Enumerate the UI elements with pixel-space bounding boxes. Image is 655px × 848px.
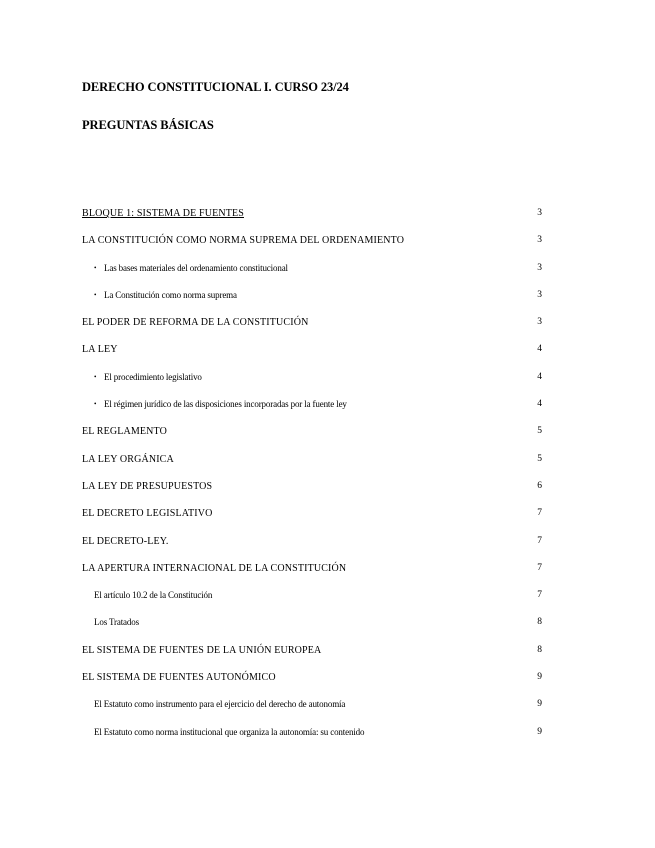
- toc-entry-page-number: 6: [537, 480, 542, 491]
- toc-entry-page-number: 7: [537, 508, 542, 519]
- toc-entry[interactable]: [82, 555, 542, 582]
- toc-entry[interactable]: [82, 391, 542, 418]
- toc-entry[interactable]: [82, 446, 542, 473]
- toc-entry-title: LA CONSTITUCIÓN COMO NORMA SUPREMA DEL ORDENAMIENTO: [82, 235, 405, 247]
- bullet-icon: •: [94, 290, 97, 299]
- toc-entry-title: LA APERTURA INTERNACIONAL DE LA CONSTITUCIÓN: [82, 562, 347, 574]
- toc-entry[interactable]: [82, 691, 542, 718]
- toc-entry-page-number: 7: [537, 562, 542, 573]
- toc-entry[interactable]: [82, 528, 542, 555]
- toc-entry[interactable]: [82, 473, 542, 500]
- toc-entry-page-number: 8: [537, 644, 542, 655]
- toc-entry-page-number: 9: [537, 672, 542, 683]
- toc-entry-title: Los Tratados: [94, 617, 139, 628]
- toc-entry[interactable]: [82, 200, 542, 227]
- document-title: DERECHO CONSTITUCIONAL I. CURSO 23/24: [82, 80, 349, 94]
- toc-entry[interactable]: [82, 282, 542, 309]
- toc-entry[interactable]: [82, 637, 542, 664]
- toc-entry-title: LA LEY DE PRESUPUESTOS: [82, 480, 213, 492]
- toc-entry-page-number: 5: [537, 453, 542, 464]
- toc-entry-page-number: 9: [537, 699, 542, 710]
- toc-entry-title: El régimen jurídico de las disposiciones incorporadas por la fuente ley: [104, 399, 347, 410]
- toc-entry-page-number: 9: [537, 726, 542, 737]
- toc-entry[interactable]: [82, 609, 542, 636]
- toc-entry-title: EL SISTEMA DE FUENTES AUTONÓMICO: [82, 672, 276, 684]
- toc-entry-title: EL DECRETO-LEY.: [82, 535, 169, 547]
- toc-entry[interactable]: [82, 336, 542, 363]
- toc-entry-page-number: 3: [537, 317, 542, 328]
- toc-entry-page-number: 3: [537, 289, 542, 300]
- toc-entry-title: El Estatuto como instrumento para el ejercicio del derecho de autonomía: [94, 699, 346, 710]
- toc-entry-page-number: 3: [537, 208, 542, 218]
- toc-entry-page-number: 5: [537, 426, 542, 437]
- toc-entry[interactable]: [82, 719, 542, 746]
- document-subtitle: PREGUNTAS BÁSICAS: [82, 118, 214, 132]
- toc-entry-page-number: 4: [537, 399, 542, 410]
- toc-entry-title: La Constitución como norma suprema: [104, 289, 237, 300]
- toc-entry-page-number: 3: [537, 262, 542, 273]
- toc-entry-title: LA LEY: [82, 344, 118, 356]
- toc-entry-title: El artículo 10.2 de la Constitución: [94, 590, 213, 601]
- toc-entry-title: LA LEY ORGÁNICA: [82, 453, 174, 465]
- toc-entry-page-number: 3: [537, 235, 542, 246]
- toc-entry-title: Las bases materiales del ordenamiento constitucional: [104, 262, 288, 273]
- toc-entry-title: El Estatuto como norma institucional que organiza la autonomía: su contenido: [94, 726, 365, 737]
- toc-entry-page-number: 4: [537, 371, 542, 382]
- bullet-icon: •: [94, 263, 97, 272]
- toc-entry-title: EL DECRETO LEGISLATIVO: [82, 508, 213, 520]
- toc-entry-title: EL REGLAMENTO: [82, 426, 167, 438]
- toc-entry-title: EL SISTEMA DE FUENTES DE LA UNIÓN EUROPEA: [82, 644, 322, 656]
- bullet-icon: •: [94, 372, 97, 381]
- toc-entry-page-number: 7: [537, 590, 542, 601]
- toc-entry[interactable]: [82, 309, 542, 336]
- table-of-contents: [82, 200, 542, 746]
- toc-entry[interactable]: [82, 500, 542, 527]
- toc-entry-page-number: 4: [537, 344, 542, 355]
- toc-entry[interactable]: [82, 582, 542, 609]
- toc-entry-page-number: 7: [537, 535, 542, 546]
- bullet-icon: •: [94, 400, 97, 409]
- toc-entry[interactable]: [82, 227, 542, 254]
- toc-entry-page-number: 8: [537, 617, 542, 628]
- toc-entry[interactable]: [82, 418, 542, 445]
- toc-entry-title[interactable]: BLOQUE 1: SISTEMA DE FUENTES: [82, 208, 244, 219]
- toc-entry[interactable]: [82, 255, 542, 282]
- toc-entry-title: EL PODER DE REFORMA DE LA CONSTITUCIÓN: [82, 317, 309, 329]
- toc-entry[interactable]: [82, 664, 542, 691]
- toc-entry-title: El procedimiento legislativo: [104, 371, 202, 382]
- toc-entry[interactable]: [82, 364, 542, 391]
